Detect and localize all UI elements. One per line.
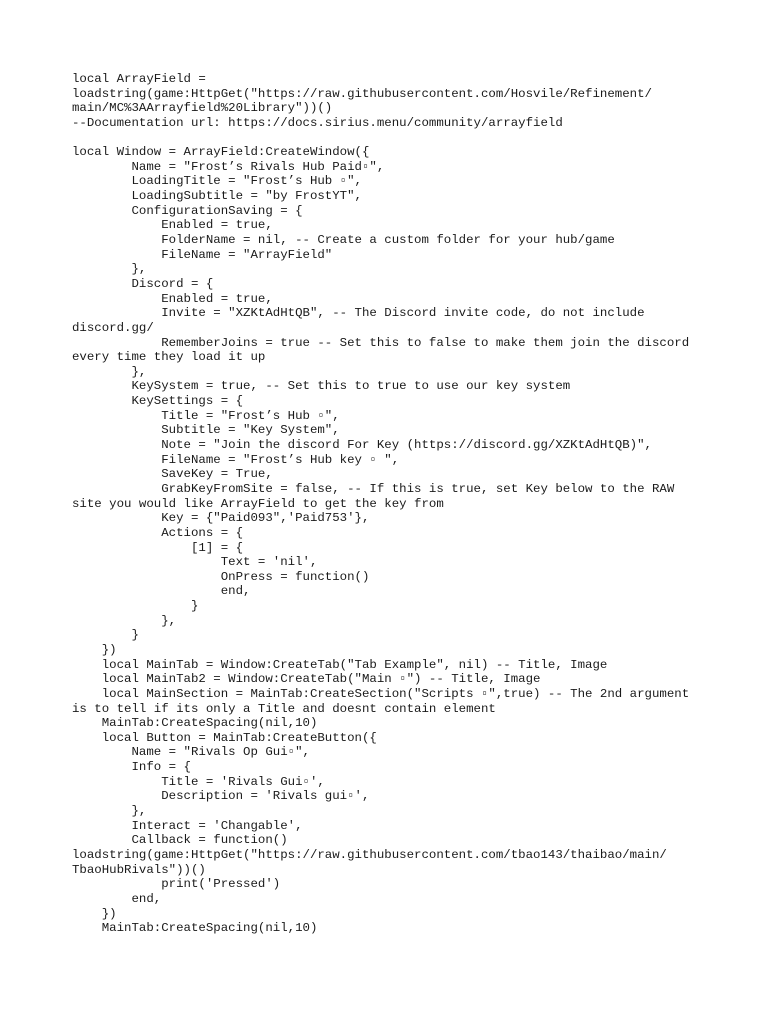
code-line: Info = { [72, 760, 191, 775]
code-line: end, [72, 584, 251, 599]
code-line: GrabKeyFromSite = false, -- If this is true, set Key below to the RAW [72, 481, 675, 496]
code-line: site you would like ArrayField to get the key from [72, 496, 444, 511]
code-line: OnPress = function() [72, 569, 370, 584]
code-line: Enabled = true, [72, 291, 273, 306]
code-line: Subtitle = "Key System", [72, 423, 340, 438]
code-line: local MainSection = MainTab:CreateSection("Scripts ▫",true) -- The 2nd argument [72, 686, 690, 701]
code-line: [1] = { [72, 540, 244, 555]
code-line: Enabled = true, [72, 218, 273, 233]
code-line: --Documentation url: https://docs.sirius.menu/community/arrayfield [72, 115, 563, 130]
code-line: }, [72, 613, 177, 628]
code-line: Invite = "XZKtAdHtQB", -- The Discord invite code, do not include [72, 306, 645, 321]
code-line: }, [72, 804, 147, 819]
code-line: TbaoHubRivals"))() [72, 862, 206, 877]
code-line [72, 131, 732, 146]
code-line: Callback = function() [72, 833, 288, 848]
code-line: } [72, 599, 199, 614]
code-line: end, [72, 891, 162, 906]
code-line: Note = "Join the discord For Key (https://discord.gg/XZKtAdHtQB)", [72, 438, 652, 453]
code-line: every time they load it up [72, 350, 266, 365]
code-line: loadstring(game:HttpGet("https://raw.githubusercontent.com/Hosvile/Refinement/ [72, 86, 652, 101]
code-line: loadstring(game:HttpGet("https://raw.githubusercontent.com/tbao143/thaibao/main/ [72, 847, 667, 862]
code-line: discord.gg/ [72, 320, 154, 335]
code-line: KeySystem = true, -- Set this to true to use our key system [72, 379, 571, 394]
code-line: is to tell if its only a Title and doesnt contain element [72, 701, 496, 716]
code-line: main/MC%3AArrayfield%20Library"))() [72, 101, 333, 116]
code-line: SaveKey = True, [72, 467, 273, 482]
code-line: local Window = ArrayField:CreateWindow({ [72, 145, 370, 160]
code-line: local MainTab2 = Window:CreateTab("Main ▫") -- Title, Image [72, 672, 541, 687]
code-line: Name = "Rivals Op Gui▫", [72, 745, 310, 760]
code-line: Interact = 'Changable', [72, 818, 303, 833]
code-line: LoadingSubtitle = "by FrostYT", [72, 189, 362, 204]
code-line: }) [72, 906, 117, 921]
code-line: Key = {"Paid093",'Paid753'}, [72, 511, 370, 526]
code-line: local MainTab = Window:CreateTab("Tab Example", nil) -- Title, Image [72, 657, 608, 672]
code-line: }) [72, 642, 117, 657]
code-line: }, [72, 364, 147, 379]
code-line: } [72, 628, 139, 643]
code-line: local Button = MainTab:CreateButton({ [72, 730, 377, 745]
code-line: }, [72, 262, 147, 277]
code-line: LoadingTitle = "Frost’s Hub ▫", [72, 174, 362, 189]
code-line: KeySettings = { [72, 394, 244, 409]
code-line: MainTab:CreateSpacing(nil,10) [72, 716, 318, 731]
code-line: RememberJoins = true -- Set this to false to make them join the discord [72, 335, 690, 350]
code-listing [72, 72, 732, 936]
code-line: MainTab:CreateSpacing(nil,10) [72, 921, 318, 936]
code-line: print('Pressed') [72, 877, 281, 892]
code-line: Discord = { [72, 276, 214, 291]
code-line: Description = 'Rivals gui▫', [72, 789, 370, 804]
code-line: Title = "Frost’s Hub ▫", [72, 408, 340, 423]
code-line: ConfigurationSaving = { [72, 203, 303, 218]
code-line: Name = "Frost’s Rivals Hub Paid▫", [72, 159, 385, 174]
code-line: FolderName = nil, -- Create a custom folder for your hub/game [72, 233, 615, 248]
code-line: local ArrayField = [72, 72, 206, 86]
code-line: Title = 'Rivals Gui▫', [72, 774, 325, 789]
code-line: FileName = "ArrayField" [72, 247, 333, 262]
code-line: Text = 'nil', [72, 555, 318, 570]
code-line: Actions = { [72, 525, 244, 540]
code-line: FileName = "Frost’s Hub key ▫ ", [72, 452, 400, 467]
